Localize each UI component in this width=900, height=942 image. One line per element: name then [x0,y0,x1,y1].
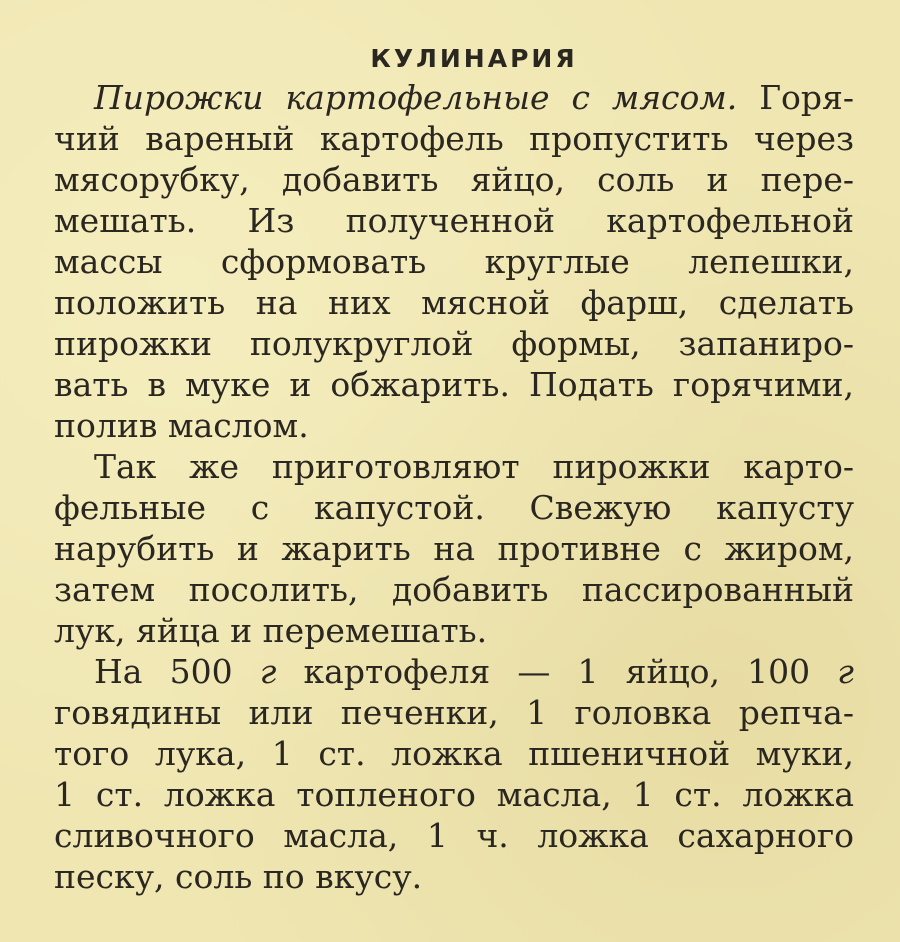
text-line: пирожки полукруглой формы, запаниро- [54,324,854,363]
text-line: мешать. Из полученной картофельной [54,201,854,240]
text-line: 1 ст. ложка топленого масла, 1 ст. ложка [54,775,854,814]
text-line: положить на них мясной фарш, сделать [54,283,854,322]
text-line: массы сформовать круглые лепешки, [54,242,854,281]
text-line: полив маслом. [54,406,309,445]
text-line: говядины или печенки, 1 головка репча- [54,693,854,732]
text-line: фельные с капустой. Свежую капусту [54,488,854,527]
recipe-title: Пирожки картофельные с мясом. [94,78,738,117]
recipe-paragraph-2 [54,446,854,651]
unit-grams: г [837,652,854,691]
text-line: мясорубку, добавить яйцо, соль и пере- [54,160,854,199]
text-line: Так же приготовляют пирожки карто- [94,447,854,486]
ingredients-paragraph [54,651,854,897]
text-line [54,651,854,692]
text-fragment: На 500 [94,652,233,691]
text-line: вать в муке и обжарить. Подать горячими, [54,365,854,404]
text-line: того лука, 1 ст. ложка пшеничной муки, [54,734,854,773]
text-line: затем посолить, добавить пассированный [54,570,854,609]
text-line: чий вареный картофель пропустить через [54,119,854,158]
text-line [54,77,854,118]
text-fragment: картофеля — 1 яйцо, 100 [303,652,811,691]
text-fragment: Горя- [759,78,854,117]
unit-grams: г [259,652,277,691]
section-heading: КУЛИНАРИЯ [370,44,578,73]
text-line: лук, яйца и перемешать. [54,611,488,650]
text-line: нарубить и жарить на противне с жиром, [54,529,854,568]
text-line: сливочного масла, 1 ч. ложка сахарного [54,816,854,855]
text-line: песку, соль по вкусу. [54,857,423,896]
recipe-paragraph-1 [54,77,854,446]
